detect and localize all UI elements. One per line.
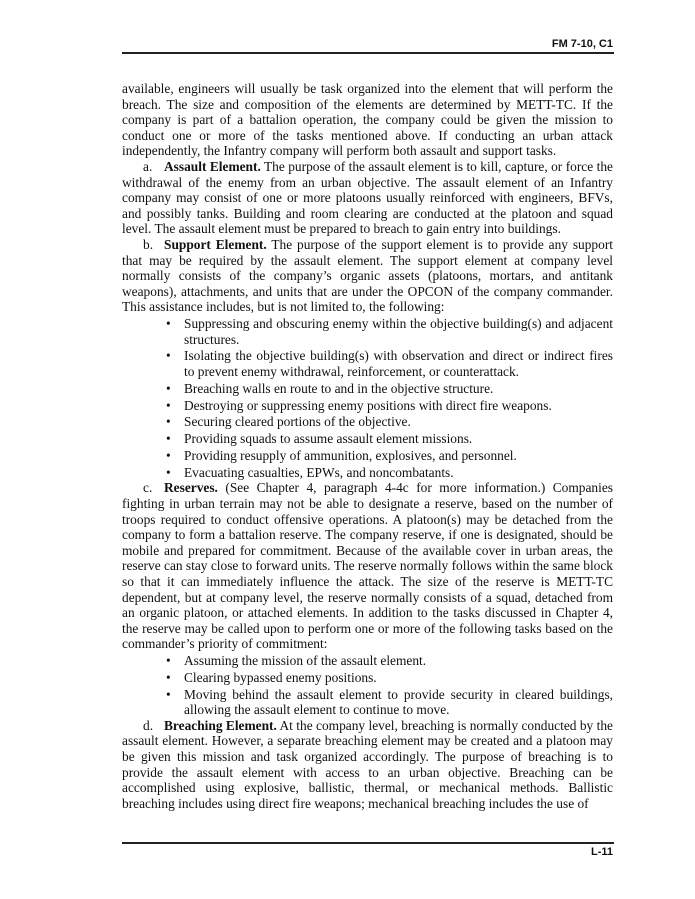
paragraph-label: c.: [143, 480, 153, 496]
list-item: • Providing resupply of ammunition, explosives, and personnel.: [122, 448, 613, 464]
list-item: • Suppressing and obscuring enemy within the objective building(s) and adjacent structures.: [122, 316, 613, 347]
list-item: • Providing squads to assume assault element missions.: [122, 431, 613, 447]
intro-paragraph: available, engineers will usually be task organized into the element that will perform the breach. The size and composition of the elements are determined by METT-TC. If the company is part of a battalion operation, the company could be given the mission to conduct one or more of the tasks mentioned above. If conducting an urban attack independently, the Infantry company will perform both assault and support tasks.: [122, 81, 613, 159]
paragraph-text: The purpose of the support element is to provide any support that may be required by the assault element. The support element at company level normally consists of the company’s organic assets (platoons, mortars, and antitank weapons), attachments, and units that are under the OPCON of the company commander. This assistance includes, but is not limited to, the following:: [122, 236, 613, 315]
list-item: • Moving behind the assault element to provide security in cleared buildings, allowing the assault element to continue to move.: [122, 687, 613, 718]
footer-rule: [122, 842, 614, 844]
list-item: • Clearing bypassed enemy positions.: [122, 670, 613, 686]
paragraph-c: [122, 480, 613, 652]
paragraph-d: [122, 718, 613, 812]
page-number: L-11: [590, 846, 613, 858]
paragraph-text: At the company level, breaching is normally conducted by the assault element. However, a separate breaching element may be created and a platoon may be given this mission and task organized accordingly. The purpose of breaching is to provide the assault element with access to an urban objective. Breaching can be accomplished using explosive, ballistic, thermal, or mechanical methods. Ballistic breaching includes using direct fire weapons; mechanical breaching includes the use of: [122, 717, 613, 811]
paragraph-title: Reserves.: [164, 480, 218, 496]
support-tasks-list: [122, 316, 613, 480]
paragraph-title: Support Element.: [164, 236, 267, 252]
list-item: • Breaching walls en route to and in the objective structure.: [122, 381, 613, 397]
paragraph-text: The purpose of the assault element is to kill, capture, or force the withdrawal of the enemy from an urban objective. The assault element of an Infantry company may consist of one or more platoons usually reinforced with engineers, BFVs, and possibly tanks. Building and room clearing are conducted at the platoon and squad level. The assault element must be prepared to breach to gain entry into buildings.: [122, 158, 613, 237]
paragraph-title: Breaching Element.: [164, 717, 277, 733]
reserve-tasks-list: [122, 653, 613, 718]
paragraph-label: d.: [143, 717, 154, 733]
paragraph-a: [122, 159, 613, 237]
paragraph-text: (See Chapter 4, paragraph 4-4c for more information.) Companies fighting in urban terrain may not be able to designate a reserve, based on the number of troops required to conduct offensive operations. A platoon(s) may be detached from the company to form a battalion reserve. The company reserve, if one is designated, should be mobile and prepared for commitment. Because of the available cover in urban areas, the reserve can stay close to forward units. The reserve normally follows within the same block so that it can immediately influence the attack. The size of the reserve is METT-TC dependent, but at company level, the reserve normally consists of a squad, detached from an organic platoon, or attached elements. In addition to the tasks discussed in Chapter 4, the reserve may be called upon to perform one or more of the following tasks based on the commander’s priority of commitment:: [122, 480, 613, 652]
paragraph-b: [122, 237, 613, 315]
page-body: [122, 81, 613, 811]
list-item: • Destroying or suppressing enemy positions with direct fire weapons.: [122, 398, 613, 414]
paragraph-label: b.: [143, 236, 154, 252]
list-item: • Isolating the objective building(s) with observation and direct or indirect fires to prevent enemy withdrawal, reinforcement, or counterattack.: [122, 348, 613, 379]
list-item: • Evacuating casualties, EPWs, and noncombatants.: [122, 465, 613, 481]
list-item: • Securing cleared portions of the objective.: [122, 414, 613, 430]
list-item: • Assuming the mission of the assault element.: [122, 653, 613, 669]
running-header: FM 7-10, C1: [551, 38, 613, 50]
paragraph-label: a.: [143, 158, 153, 174]
header-rule: [122, 52, 614, 54]
paragraph-title: Assault Element.: [164, 158, 261, 174]
